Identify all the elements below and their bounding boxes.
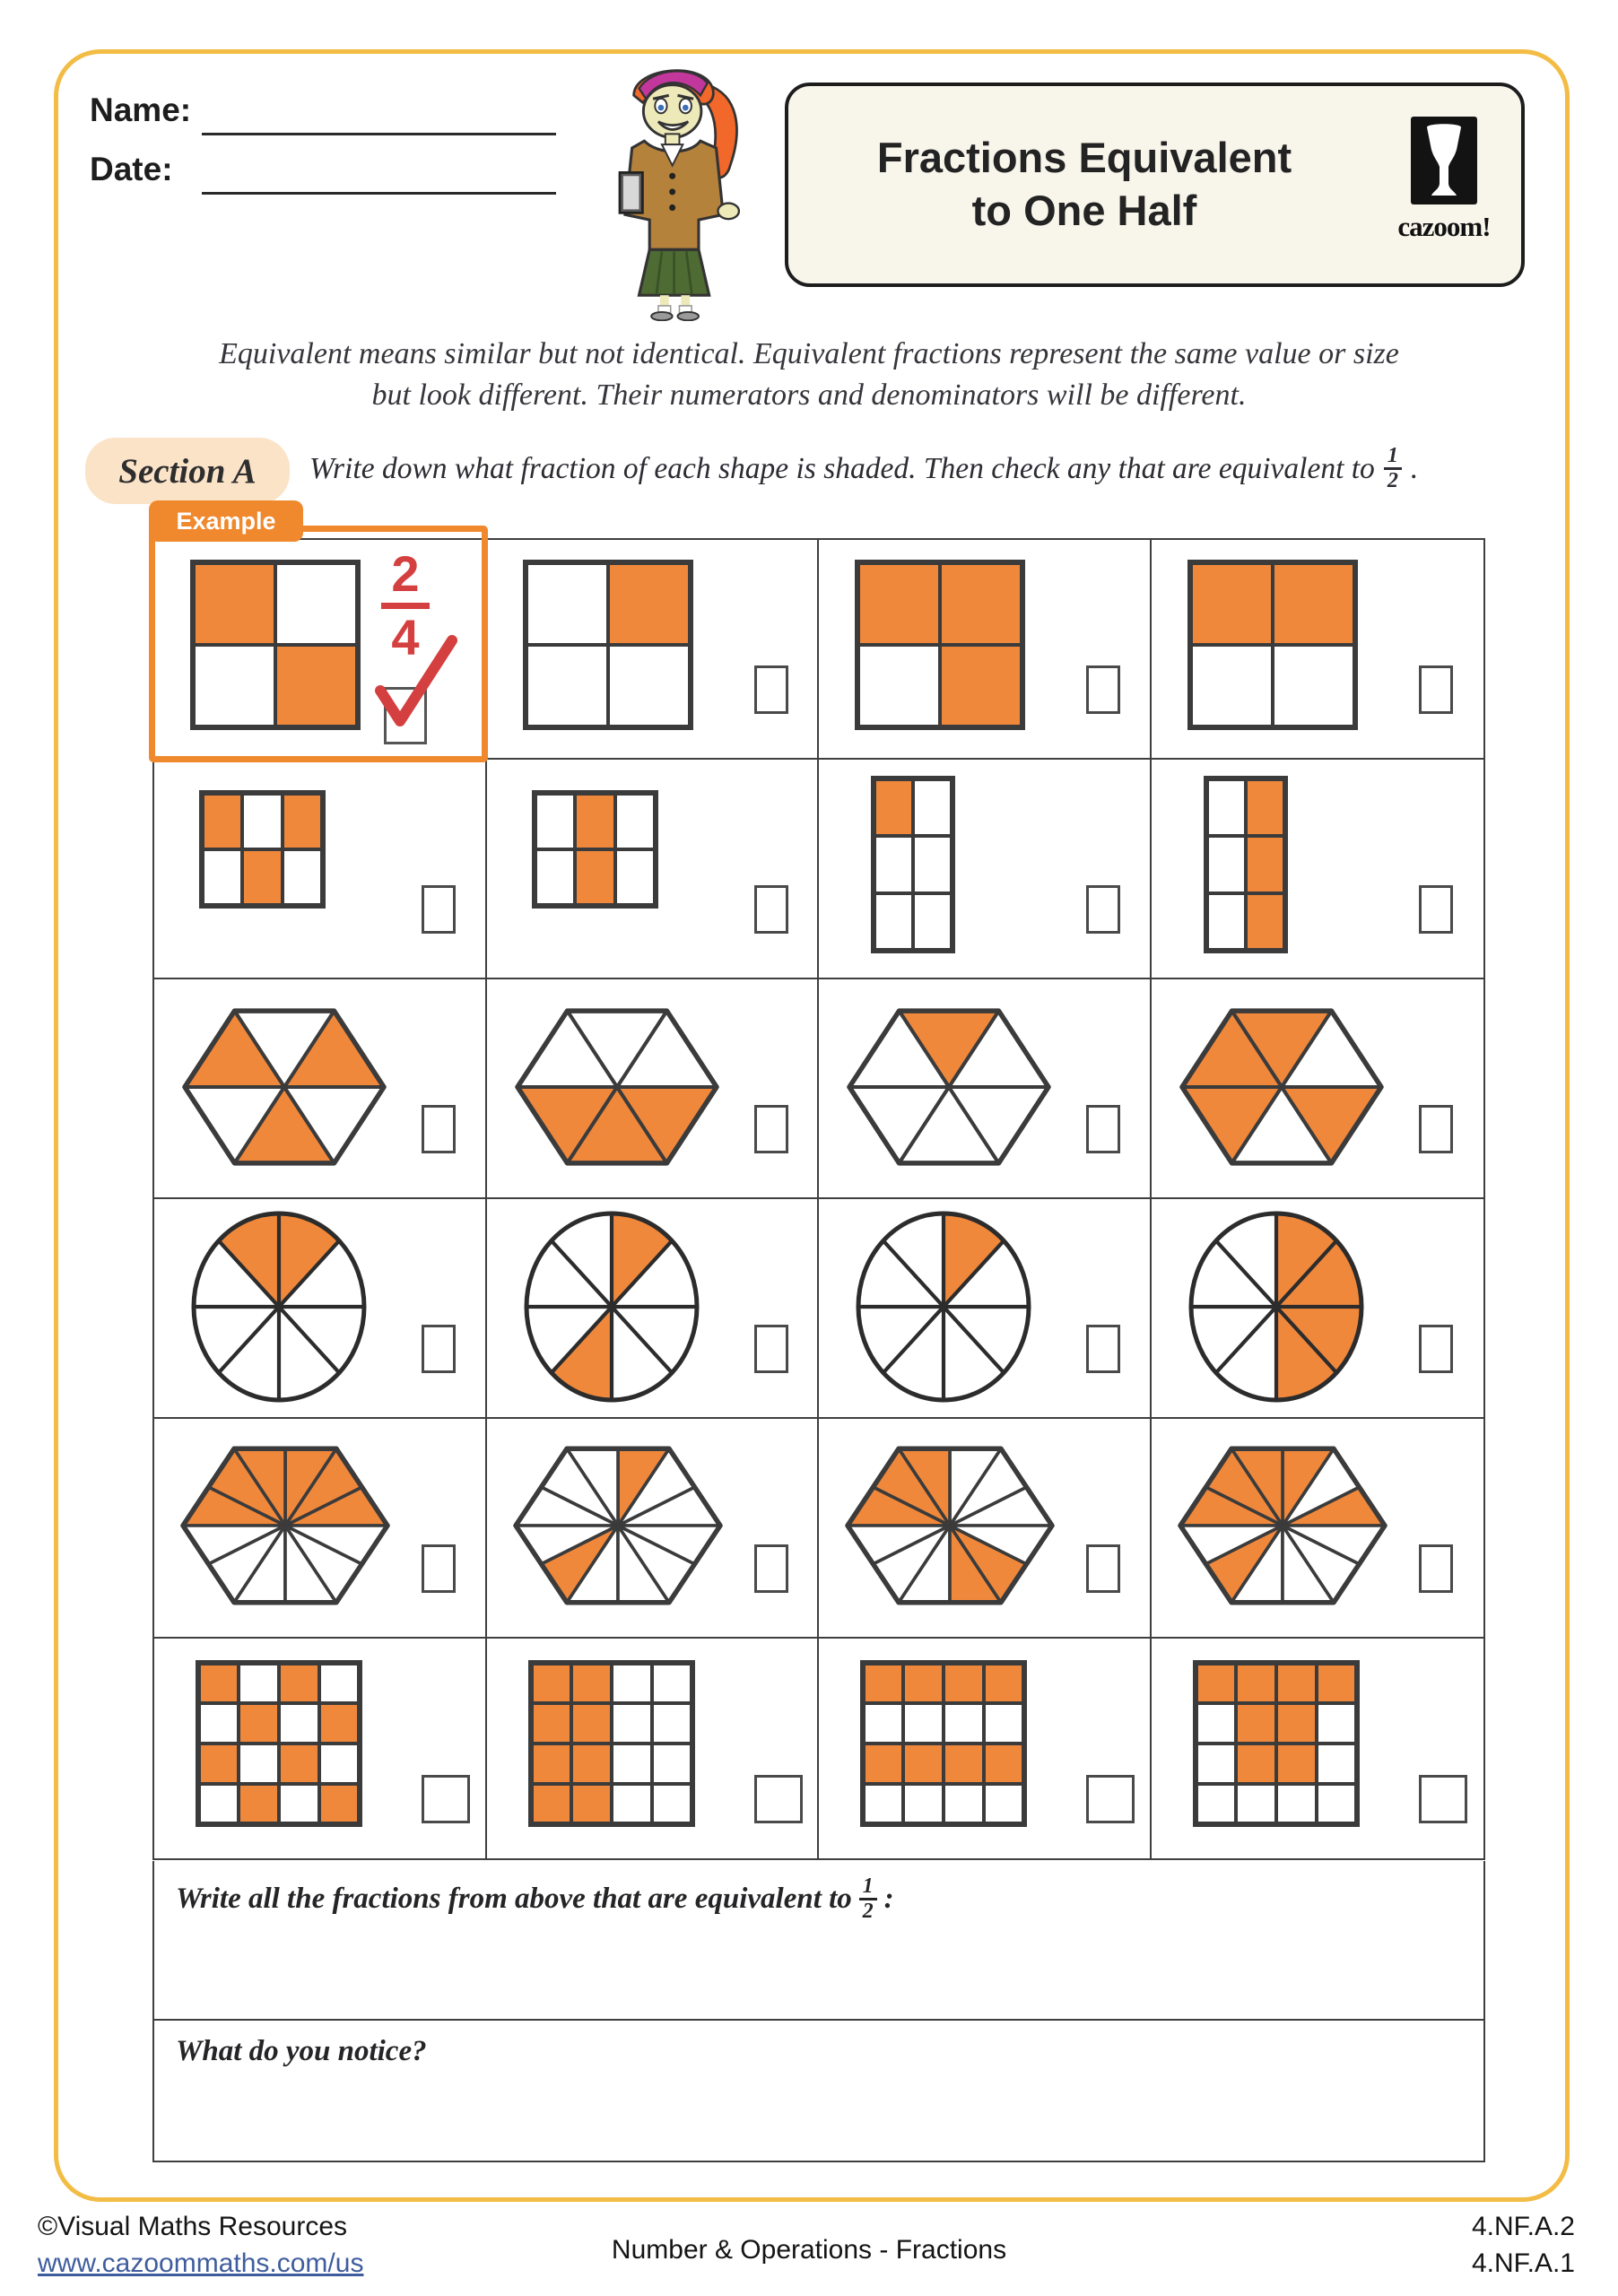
- square-4-shape: [1193, 1660, 1360, 1827]
- fraction-cell-3: [819, 540, 1152, 760]
- square-4-shape: [860, 1660, 1027, 1827]
- equivalent-checkbox[interactable]: [422, 1544, 456, 1593]
- section-a-label: Section A: [85, 438, 290, 504]
- fraction-cell-22: [487, 1639, 820, 1858]
- write-fractions-prompt: Write all the fractions from above that are equivalent to 1 2 :: [176, 1874, 894, 1923]
- standard-code-2: 4.NF.A.1: [1471, 2248, 1575, 2278]
- square-4-shape: [196, 1660, 362, 1827]
- student-character-illustration: [581, 52, 774, 321]
- equivalent-checkbox[interactable]: [1419, 1775, 1467, 1823]
- hexagon-12-shape: [1177, 1433, 1388, 1618]
- circle-8-shape: [1187, 1210, 1365, 1404]
- equivalent-checkbox[interactable]: [754, 1105, 788, 1153]
- example-checkmark-icon: [368, 631, 461, 732]
- fraction-cell-12: [1152, 979, 1484, 1199]
- name-label: Name:: [90, 91, 192, 128]
- fraction-cell-8: [1152, 760, 1484, 979]
- title-line2: to One Half: [971, 187, 1197, 234]
- equivalent-checkbox[interactable]: [422, 1775, 470, 1823]
- standard-code-1: 4.NF.A.2: [1471, 2212, 1575, 2241]
- section-a-instruction: Write down what fraction of each shape is shaded. Then check any that are equivalent to 1 2 .: [309, 444, 1419, 493]
- fraction-cell-23: [819, 1639, 1152, 1858]
- intro-line1: Equivalent means similar but not identical. Equivalent fractions represent the same value or size: [219, 337, 1399, 370]
- circle-8-shape: [855, 1210, 1032, 1404]
- notice-box[interactable]: [152, 2021, 1485, 2162]
- fraction-cell-15: [819, 1199, 1152, 1419]
- cazoom-logo: [1390, 117, 1498, 243]
- hexagon-6-shape: [846, 996, 1052, 1178]
- equivalent-checkbox[interactable]: [754, 1775, 803, 1823]
- fraction-cell-16: [1152, 1199, 1484, 1419]
- fraction-cell-11: [819, 979, 1152, 1199]
- title-line1: Fractions Equivalent: [876, 134, 1292, 182]
- rect-3x2-shape: [199, 790, 326, 909]
- fraction-cell-10: [487, 979, 820, 1199]
- date-label: Date:: [90, 151, 173, 187]
- fraction-cell-2: [487, 540, 820, 760]
- hexagon-6-shape: [514, 996, 720, 1178]
- rect-2x3-shape: [1204, 776, 1288, 953]
- hexagon-12-shape: [512, 1433, 724, 1618]
- square-4-shape: [528, 1660, 695, 1827]
- fraction-cell-9: [154, 979, 487, 1199]
- equivalent-checkbox[interactable]: [1419, 1544, 1453, 1593]
- example-answer-fraction: 2 4: [375, 549, 436, 663]
- rect-2x3-shape: [871, 776, 955, 953]
- equivalent-checkbox[interactable]: [1086, 1775, 1135, 1823]
- fraction-cell-17: [154, 1419, 487, 1639]
- fraction-cell-5: [154, 760, 487, 979]
- fraction-cell-1: [154, 507, 487, 760]
- square-2-shape: [190, 560, 361, 730]
- date-input-line[interactable]: [202, 192, 556, 195]
- rect-3x2-shape: [532, 790, 658, 909]
- fraction-cell-13: [154, 1199, 487, 1419]
- equivalent-checkbox[interactable]: [754, 885, 788, 934]
- equivalent-checkbox[interactable]: [1086, 1325, 1120, 1373]
- equivalent-checkbox[interactable]: [1419, 665, 1453, 714]
- hexagon-12-shape: [179, 1433, 391, 1618]
- hexagon-12-shape: [844, 1433, 1056, 1618]
- answer-section: [152, 1861, 1485, 2162]
- equivalent-checkbox[interactable]: [1419, 885, 1453, 934]
- equivalent-checkbox[interactable]: [1419, 1325, 1453, 1373]
- equivalent-checkbox[interactable]: [422, 1325, 456, 1373]
- equivalent-checkbox[interactable]: [1086, 1544, 1120, 1593]
- equivalent-checkbox[interactable]: [1086, 665, 1120, 714]
- one-half-fraction: 1 2: [859, 1875, 877, 1923]
- notice-prompt: What do you notice?: [176, 2035, 427, 2067]
- hexagon-6-shape: [1179, 996, 1385, 1178]
- equivalent-checkbox[interactable]: [754, 1544, 788, 1593]
- equivalent-checkbox[interactable]: [422, 1105, 456, 1153]
- fraction-cell-21: [154, 1639, 487, 1858]
- circle-8-shape: [523, 1210, 700, 1404]
- square-2-shape: [523, 560, 693, 730]
- shapes-grid: [152, 507, 1485, 1860]
- name-input-line[interactable]: [202, 133, 556, 135]
- equivalent-checkbox[interactable]: [422, 885, 456, 934]
- fraction-cell-18: [487, 1419, 820, 1639]
- equivalent-checkbox[interactable]: [1419, 1105, 1453, 1153]
- equivalent-checkbox[interactable]: [754, 665, 788, 714]
- example-tag: Example: [149, 500, 303, 542]
- equivalent-checkbox[interactable]: [754, 1325, 788, 1373]
- one-half-fraction: 1 2: [1384, 445, 1402, 493]
- copyright-text: ©Visual Maths Resources: [38, 2212, 348, 2241]
- circle-8-shape: [190, 1210, 368, 1404]
- cazoom-url-link[interactable]: www.cazoommaths.com/us: [38, 2248, 364, 2278]
- square-2-shape: [1187, 560, 1358, 730]
- equivalent-checkbox[interactable]: [1086, 885, 1120, 934]
- write-fractions-box[interactable]: [152, 1861, 1485, 2021]
- cazoom-logo-text: cazoom!: [1397, 211, 1491, 242]
- fraction-cell-19: [819, 1419, 1152, 1639]
- square-2-shape: [855, 560, 1025, 730]
- fraction-cell-6: [487, 760, 820, 979]
- fraction-cell-24: [1152, 1639, 1484, 1858]
- worksheet-title-box: [785, 83, 1525, 287]
- cazoom-glass-icon: [1411, 117, 1477, 204]
- section-a-instruction-text: Write down what fraction of each shape is shaded. Then check any that are equivalent to: [309, 451, 1375, 485]
- fraction-cell-4: [1152, 540, 1484, 760]
- hexagon-6-shape: [181, 996, 387, 1178]
- equivalent-checkbox[interactable]: [1086, 1105, 1120, 1153]
- fraction-cell-20: [1152, 1419, 1484, 1639]
- footer-standards: [1472, 2209, 1575, 2282]
- worksheet-title: [806, 86, 1362, 283]
- fraction-cell-7: [819, 760, 1152, 979]
- fraction-cell-14: [487, 1199, 820, 1419]
- footer-topic: Number & Operations - Fractions: [611, 2235, 1007, 2265]
- intro-line2: but look different. Their numerators and denominators will be different.: [371, 378, 1247, 412]
